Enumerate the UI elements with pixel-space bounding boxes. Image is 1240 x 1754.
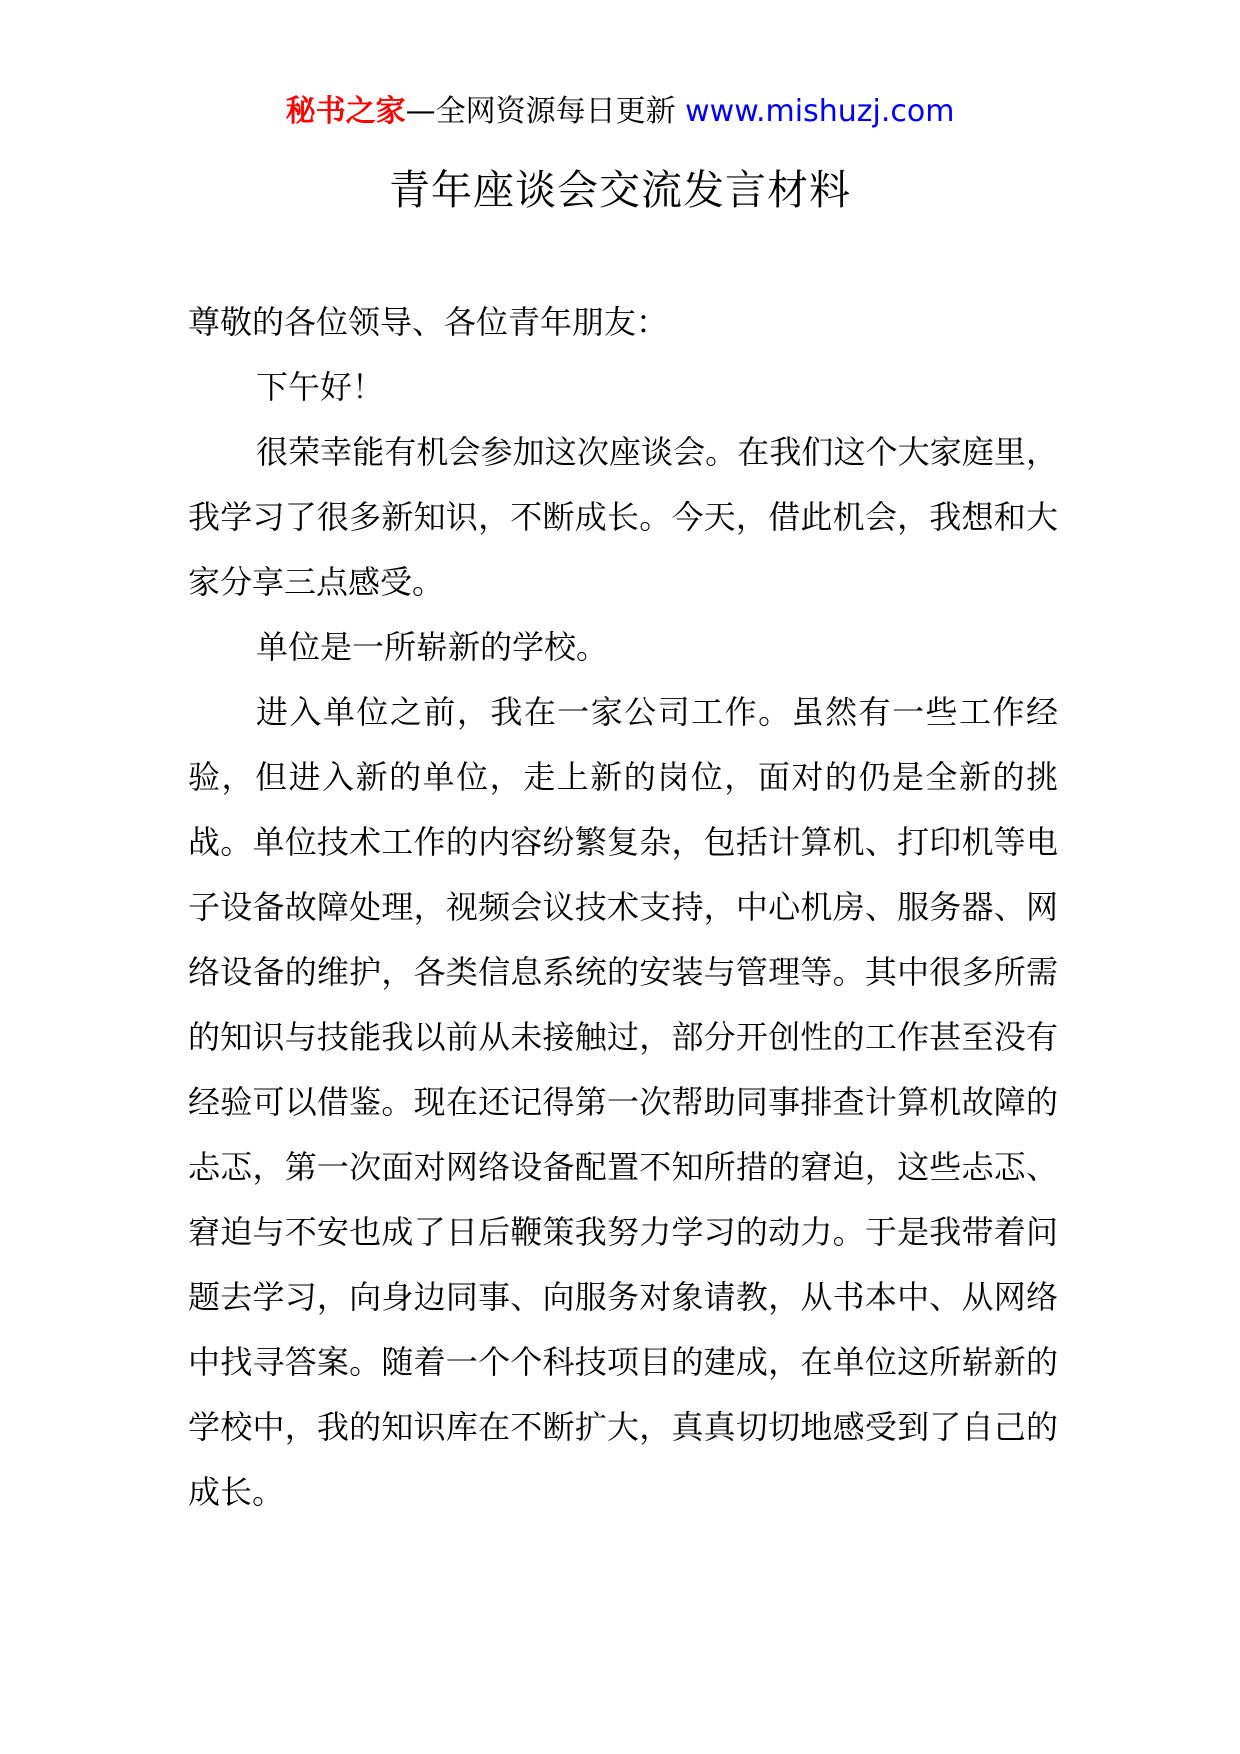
document-body bbox=[188, 290, 1058, 1525]
document-title: 青年座谈会交流发言材料 bbox=[389, 166, 851, 214]
paragraph-body-1: 进入单位之前，我在一家公司工作。虽然有一些工作经验，但进入新的单位，走上新的岗位，面对的仍是全新的挑战。单位技术工作的内容纷繁复杂，包括计算机、打印机等电子设备故障处理，视频会议技术支持，中心机房、服务器、网络设备的维护，各类信息系统的安装与管理等。其中很多所需的知识与技能我以前从未接触过，部分开创性的工作甚至没有经验可以借鉴。现在还记得第一次帮助同事排查计算机故障的忐忑，第一次面对网络设备配置不知所措的窘迫，这些忐忑、窘迫与不安也成了日后鞭策我努力学习的动力。于是我带着问题去学习，向身边同事、向服务对象请教，从书本中、从网络中找寻答案。随着一个个科技项目的建成，在单位这所崭新的学校中，我的知识库在不断扩大，真真切切地感受到了自己的成长。 bbox=[188, 693, 1058, 1511]
site-url-link[interactable]: www.mishuzj.com bbox=[685, 94, 955, 129]
brand-tagline: —全网资源每日更新 bbox=[405, 94, 686, 129]
paragraph-intro: 很荣幸能有机会参加这次座谈会。在我们这个大家庭里，我学习了很多新知识，不断成长。今天，借此机会，我想和大家分享三点感受。 bbox=[188, 433, 1058, 601]
site-banner bbox=[0, 92, 1240, 132]
paragraph-heading-1: 单位是一所崭新的学校。 bbox=[256, 628, 609, 666]
salutation: 尊敬的各位领导、各位青年朋友： bbox=[188, 303, 669, 341]
brand-name: 秘书之家 bbox=[285, 94, 406, 129]
paragraph-greeting: 下午好！ bbox=[256, 368, 385, 406]
